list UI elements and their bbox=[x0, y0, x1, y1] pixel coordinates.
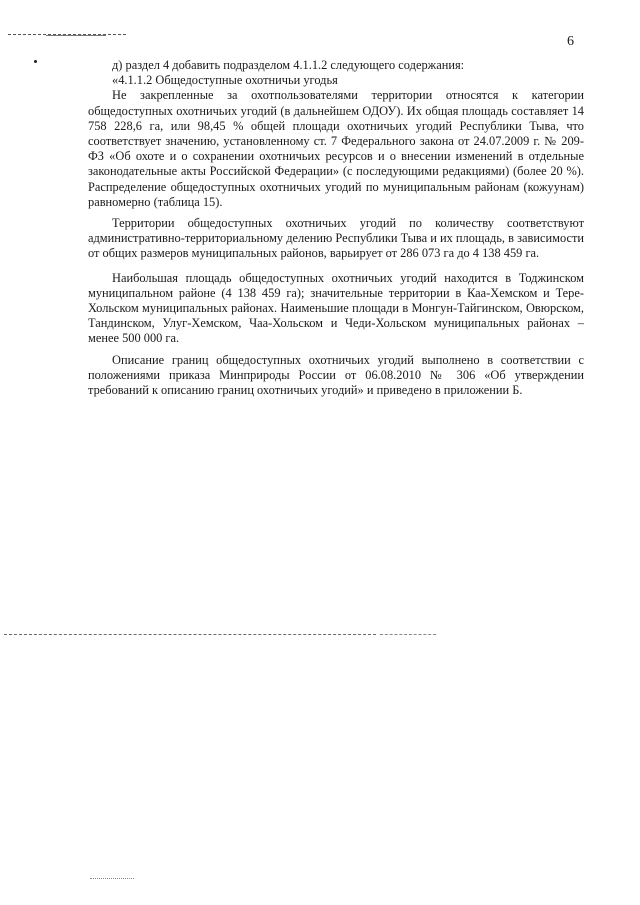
paragraph: Наибольшая площадь общедоступных охотничьих угодий находится в Тоджинском муниципальном районе (4 138 459 га); значительные территории в Каа-Хемском и Тере-Хольском муниципальных районах. Наименьшие площади в Монгун-Тайгинском, Овюрском, Тандинском, Улуг-Хемском, Чаа-Хольском и Чеди-Хольском муниципальных районах – менее 500 000 га. bbox=[88, 270, 584, 346]
margin-dot bbox=[34, 60, 37, 63]
scan-artifact-mark bbox=[90, 878, 134, 879]
paragraph: Описание границ общедоступных охотничьих угодий выполнено в соответствии с положениями приказа Минприроды России от 06.08.2010 № 306 «Об утверждении требований к описанию границ охотничьих угодий» и приведено в приложении Б. bbox=[88, 352, 584, 398]
section-heading: «4.1.1.2 Общедоступные охотничьи угодья bbox=[112, 73, 338, 88]
document-body bbox=[88, 58, 584, 398]
scan-artifact-line bbox=[380, 634, 436, 635]
paragraph: Не закрепленные за охотпользователями территории относятся к категории общедоступных охотничьих угодий (в дальнейшем ОДОУ). Их общая площадь составляет 14 758 228,6 га, или 98,45 % общей площади охотничьих угодий Республики Тыва, что соответствует значению, установленному ст. 7 Федерального закона от 24.07.2009 г. № 209-ФЗ «Об охоте и о сохранении охотничьих ресурсов и о внесении изменений в отдельные законодательные акты Российской Федерации» (с последующими редакциями) (более 20 %). Распределение общедоступных охотничьих угодий по муниципальным районам (кожуунам) равномерно (таблица 15). bbox=[88, 88, 584, 209]
paragraph: Территории общедоступных охотничьих угодий по количеству соответствуют административно-территориальному делению Республики Тыва и их площадь, в зависимости от общих размеров муниципальных районов, варьирует от 286 073 га до 4 138 459 га. bbox=[88, 216, 584, 261]
scan-artifact-line bbox=[46, 35, 106, 36]
paragraph-amendment: д) раздел 4 добавить подразделом 4.1.1.2 следующего содержания: bbox=[112, 58, 465, 72]
page-number: 6 bbox=[567, 34, 574, 49]
scan-artifact-line bbox=[4, 634, 376, 635]
